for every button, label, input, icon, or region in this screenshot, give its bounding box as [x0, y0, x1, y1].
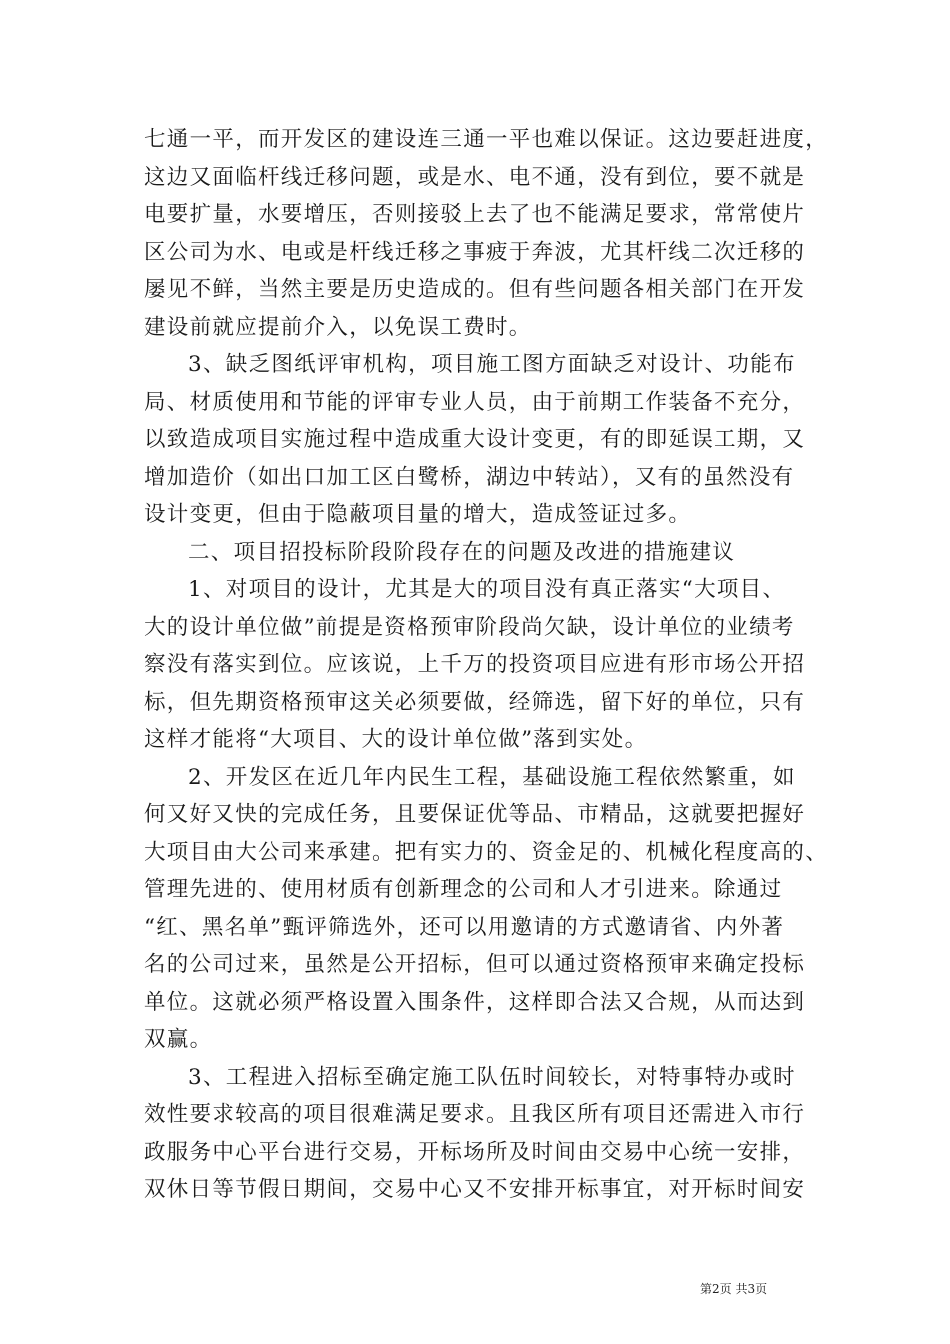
body-line-17: 这样才能将“大项目、大的设计单位做”落到实处。 — [144, 727, 648, 752]
paragraph-start-line-18: 2、开发区在近几年内民生工程，基础设施工程依然繁重，如 — [188, 764, 796, 790]
paragraph-start-line-13: 1、对项目的设计，尤其是大的项目没有真正落实“大项目、 — [188, 577, 786, 602]
body-line-21: 管理先进的、使用材质有创新理念的公司和人才引进来。除通过 — [144, 877, 783, 902]
document-body — [144, 121, 829, 1209]
body-line-4: 区公司为水、电或是杆线迁移之事疲于奔波，尤其杆线二次迁移的 — [144, 239, 806, 265]
body-line-28: 政服务中心平台进行交易，开标场所及时间由交易中心统一安排， — [144, 1139, 806, 1165]
body-line-2: 这边又面临杆线迁移问题，或是水、电不通，没有到位，要不就是 — [144, 164, 806, 190]
body-line-29: 双休日等节假日期间，交易中心又不安排开标事宜，对开标时间安 — [144, 1177, 806, 1202]
body-line-5: 屡见不鲜，当然主要是历史造成的。但有些问题各相关部门在开发 — [144, 277, 806, 302]
body-line-20: 大项目由大公司来承建。把有实力的、资金足的、机械化程度高的、 — [144, 839, 829, 865]
paragraph-start-line-7: 3、缺乏图纸评审机构，项目施工图方面缺乏对设计、功能布 — [188, 352, 796, 377]
body-line-23: 名的公司过来，虽然是公开招标，但可以通过资格预审来确定投标 — [144, 952, 806, 977]
body-line-27: 效性要求较高的项目很难满足要求。且我区所有项目还需进入市行 — [144, 1102, 806, 1127]
body-line-9: 以致造成项目实施过程中造成重大设计变更，有的即延误工期，又 — [144, 427, 806, 452]
section-heading: 二、项目招投标阶段阶段存在的问题及改进的措施建议 — [188, 539, 736, 565]
page-number: 第2页 共3页 — [700, 1282, 768, 1296]
body-line-6: 建设前就应提前介入，以免误工费时。 — [144, 314, 532, 340]
body-line-11: 设计变更，但由于隐蔽项目量的增大，造成签证过多。 — [144, 502, 692, 527]
body-line-25: 双赢。 — [144, 1027, 213, 1052]
body-line-24: 单位。这就必须严格设置入围条件，这样即合法又合规，从而达到 — [144, 989, 806, 1015]
body-line-8: 局、材质使用和节能的评审专业人员，由于前期工作装备不充分， — [144, 389, 806, 415]
body-line-3: 电要扩量，水要增压，否则接驳上去了也不能满足要求，常常使片 — [144, 202, 806, 227]
body-line-16: 标，但先期资格预审这关必须要做，经筛选，留下好的单位，只有 — [144, 689, 806, 715]
body-line-1: 七通一平，而开发区的建设连三通一平也难以保证。这边要赶进度， — [144, 127, 829, 152]
body-line-22: “红、黑名单”甄评筛选外，还可以用邀请的方式邀请省、内外著 — [144, 914, 785, 940]
body-line-15: 察没有落实到位。应该说，上千万的投资项目应进有形市场公开招 — [144, 652, 806, 677]
paragraph-start-line-26: 3、工程进入招标至确定施工队伍时间较长，对特事特办或时 — [188, 1064, 796, 1090]
body-line-19: 何又好又快的完成任务，且要保证优等品、市精品，这就要把握好 — [144, 802, 806, 827]
body-line-10: 增加造价（如出口加工区白鹭桥，湖边中转站），又有的虽然没有 — [144, 464, 795, 490]
body-line-14: 大的设计单位做”前提是资格预审阶段尚欠缺，设计单位的业绩考 — [144, 614, 795, 640]
